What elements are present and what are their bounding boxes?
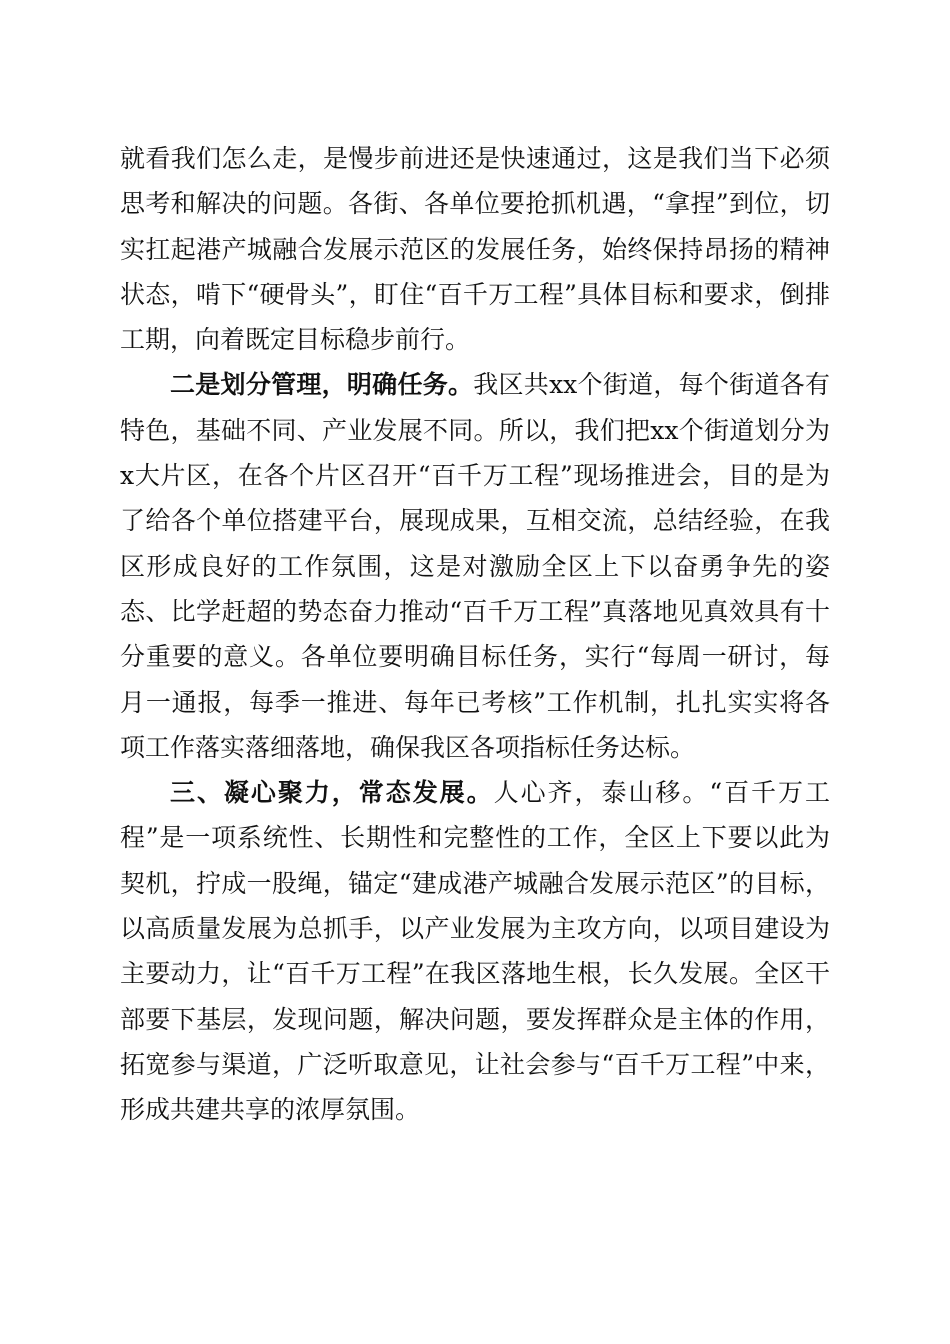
paragraph-text: 人心齐，泰山移。“百千万工程”是一项系统性、长期性和完整性的工作，全区上下要以此为契机，拧成一股绳，锚定“建成港产城融合发展示范区”的目标，以高质量发展为总抓手，以产业发展为主攻方向，以项目建设为主要动力，让“百千万工程”在我区落地生根，长久发展。全区干部要下基层，发现问题，解决问题，要发挥群众是主体的作用，拓宽参与渠道，广泛听取意见，让社会参与“百千万工程”中来，形成共建共享的浓厚氛围。 [120,778,830,1125]
section-heading: 二是划分管理，明确任务。 [170,370,474,400]
paragraph-text: 我区共xx个街道，每个街道各有特色，基础不同、产业发展不同。所以，我们把xx个街道划分为x大片区，在各个片区召开“百千万工程”现场推进会，目的是为了给各个单位搭建平台，展现成果，互相交流，总结经验，在我区形成良好的工作氛围，这是对激励全区上下以奋勇争先的姿态、比学赶超的势态奋力推动“百千万工程”真落地见真效具有十分重要的意义。各单位要明确目标任务，实行“每周一研讨，每月一通报，每季一推进、每年已考核”工作机制，扎扎实实将各项工作落实落细落地，确保我区各项指标任务达标。 [120,370,830,762]
paragraph-continuation [120,136,830,362]
paragraph-text: 就看我们怎么走，是慢步前进还是快速通过，这是我们当下必须思考和解决的问题。各街、各单位要抢抓机遇，“拿捏”到位，切实扛起港产城融合发展示范区的发展任务，始终保持昂扬的精神状态，啃下“硬骨头”，盯住“百千万工程”具体目标和要求，倒排工期，向着既定目标稳步前行。 [120,144,830,355]
paragraph-section-two [120,362,830,770]
document-body [120,136,830,1133]
section-heading: 三、凝心聚力，常态发展。 [170,778,494,808]
paragraph-section-three [120,770,830,1132]
